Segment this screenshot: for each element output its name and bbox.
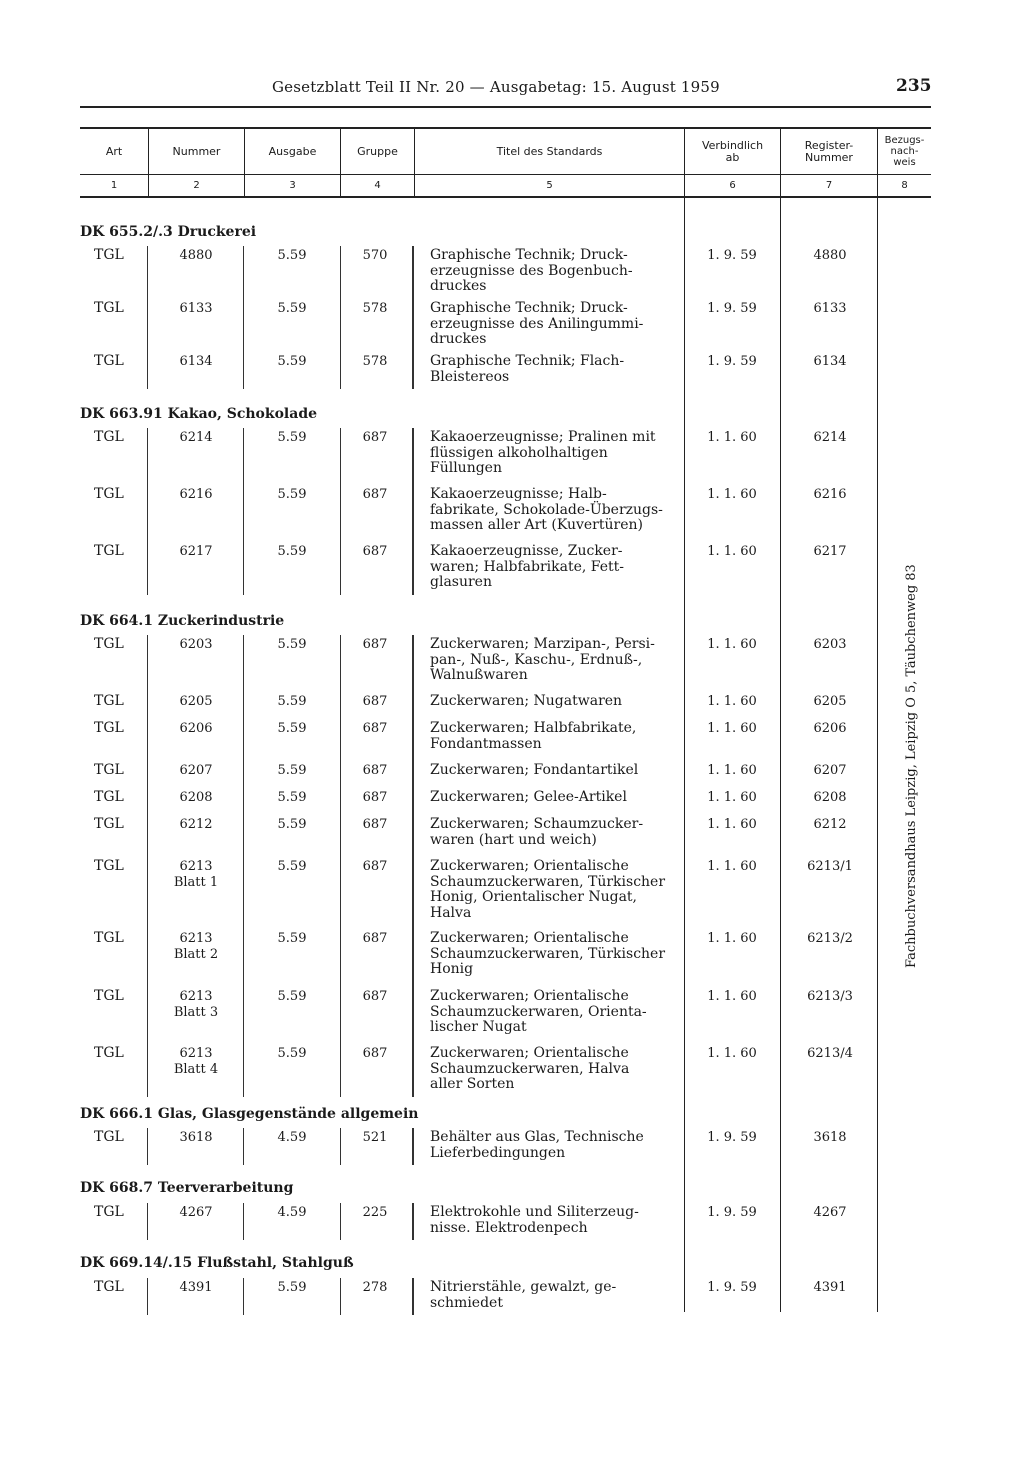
row-ausgabe: 5.59	[277, 430, 307, 445]
column-separator-stroke	[243, 246, 244, 389]
row-nummer: 6133	[179, 301, 213, 316]
row-gruppe: 578	[362, 301, 388, 316]
header-rule	[80, 106, 931, 108]
column-number: 7	[825, 180, 833, 191]
row-verbindlich: 1. 1. 60	[707, 721, 757, 736]
column-separator-stroke	[412, 246, 414, 389]
row-nummer: 6205	[179, 694, 213, 709]
row-gruppe: 687	[362, 487, 388, 502]
row-titel: Zuckerwaren; Gelee-Artikel	[430, 789, 627, 805]
row-art: TGL	[94, 429, 124, 445]
row-gruppe: 687	[362, 989, 388, 1004]
row-titel: Behälter aus Glas, Technische Lieferbedingungen	[430, 1129, 644, 1161]
column-number: 1	[110, 180, 118, 191]
table-header-bottom-rule	[80, 196, 931, 198]
column-separator-stroke	[412, 1278, 414, 1315]
row-ausgabe: 5.59	[277, 721, 307, 736]
row-register: 6206	[813, 721, 847, 736]
row-register: 6134	[813, 354, 847, 369]
row-nummer: 6213 Blatt 1	[173, 859, 219, 890]
row-ausgabe: 5.59	[277, 763, 307, 778]
row-nummer: 4391	[179, 1280, 213, 1295]
row-art: TGL	[94, 636, 124, 652]
row-gruppe: 225	[362, 1205, 388, 1220]
row-art: TGL	[94, 247, 124, 263]
row-verbindlich: 1. 9. 59	[707, 1280, 757, 1295]
row-ausgabe: 5.59	[277, 931, 307, 946]
row-register: 6213/3	[807, 989, 853, 1004]
row-gruppe: 687	[362, 817, 388, 832]
row-verbindlich: 1. 1. 60	[707, 694, 757, 709]
row-titel: Zuckerwaren; Nugatwaren	[430, 693, 623, 709]
row-titel: Zuckerwaren; Fondantartikel	[430, 762, 639, 778]
row-gruppe: 687	[362, 694, 388, 709]
row-art: TGL	[94, 693, 124, 709]
column-header: Ausgabe	[268, 144, 317, 158]
column-separator-stroke	[340, 1128, 341, 1165]
row-gruppe: 687	[362, 430, 388, 445]
row-register: 6217	[813, 544, 847, 559]
row-gruppe: 687	[362, 859, 388, 874]
row-verbindlich: 1. 1. 60	[707, 544, 757, 559]
page-header-title: Gesetzblatt Teil II Nr. 20 — Ausgabetag: 15. August 1959	[272, 78, 720, 96]
row-verbindlich: 1. 9. 59	[707, 248, 757, 263]
column-separator-stroke	[412, 1128, 414, 1165]
row-verbindlich: 1. 1. 60	[707, 430, 757, 445]
column-separator-stroke	[243, 1203, 244, 1240]
row-titel: Elektrokohle und Siliterzeug- nisse. Elektrodenpech	[430, 1204, 639, 1236]
column-separator-stroke	[340, 1203, 341, 1240]
row-gruppe: 687	[362, 790, 388, 805]
row-verbindlich: 1. 9. 59	[707, 301, 757, 316]
page-number: 235	[896, 76, 932, 96]
row-ausgabe: 5.59	[277, 1280, 307, 1295]
row-titel: Zuckerwaren; Orientalische Schaumzuckerwaren, Orienta- lischer Nugat	[430, 988, 647, 1035]
row-nummer: 3618	[179, 1130, 213, 1145]
section-heading: DK 664.1 Zuckerindustrie	[80, 613, 285, 629]
section-heading: DK 669.14/.15 Flußstahl, Stahlguß	[80, 1255, 354, 1271]
row-ausgabe: 5.59	[277, 1046, 307, 1061]
row-ausgabe: 5.59	[277, 859, 307, 874]
column-separator-stroke	[147, 635, 148, 1097]
row-gruppe: 687	[362, 637, 388, 652]
column-header: Nummer	[172, 144, 221, 158]
row-nummer: 6213 Blatt 3	[173, 989, 219, 1020]
column-separator-stroke	[412, 635, 414, 1097]
column-number: 8	[901, 180, 908, 191]
row-verbindlich: 1. 1. 60	[707, 790, 757, 805]
row-gruppe: 278	[362, 1280, 388, 1295]
row-titel: Zuckerwaren; Orientalische Schaumzuckerwaren, Türkischer Honig	[430, 930, 666, 977]
row-register: 6207	[813, 763, 847, 778]
row-nummer: 6212	[179, 817, 213, 832]
row-ausgabe: 5.59	[277, 354, 307, 369]
row-ausgabe: 5.59	[277, 248, 307, 263]
row-nummer: 6134	[179, 354, 213, 369]
row-verbindlich: 1. 9. 59	[707, 354, 757, 369]
row-gruppe: 687	[362, 763, 388, 778]
row-gruppe: 687	[362, 931, 388, 946]
row-art: TGL	[94, 300, 124, 316]
table-header-mid-rule	[80, 174, 931, 175]
section-heading: DK 668.7 Teerverarbeitung	[80, 1180, 294, 1196]
column-separator-stroke	[340, 635, 341, 1097]
column-separator-stroke	[243, 1278, 244, 1315]
column-separator-stroke	[340, 428, 341, 595]
row-titel: Kakaoerzeugnisse; Halb- fabrikate, Schokolade-Überzugs- massen aller Art (Kuvertüren)	[430, 486, 663, 533]
column-separator-stroke	[147, 1128, 148, 1165]
row-ausgabe: 5.59	[277, 989, 307, 1004]
row-verbindlich: 1. 1. 60	[707, 763, 757, 778]
row-register: 6205	[813, 694, 847, 709]
column-number: 2	[193, 180, 200, 191]
column-rule-register	[780, 127, 781, 1312]
row-register: 4391	[813, 1280, 847, 1295]
row-nummer: 6206	[179, 721, 213, 736]
row-gruppe: 687	[362, 721, 388, 736]
row-ausgabe: 5.59	[277, 301, 307, 316]
row-nummer: 4880	[179, 248, 213, 263]
section-heading: DK 655.2/.3 Druckerei	[80, 224, 257, 240]
row-ausgabe: 5.59	[277, 487, 307, 502]
row-art: TGL	[94, 988, 124, 1004]
row-ausgabe: 5.59	[277, 637, 307, 652]
column-number: 4	[374, 180, 381, 191]
row-register: 6213/1	[807, 859, 853, 874]
row-art: TGL	[94, 543, 124, 559]
row-register: 4880	[813, 248, 847, 263]
row-titel: Graphische Technik; Druck- erzeugnisse des Bogenbuch- druckes	[430, 247, 633, 294]
row-gruppe: 687	[362, 1046, 388, 1061]
row-art: TGL	[94, 858, 124, 874]
row-register: 6213/4	[807, 1046, 853, 1061]
row-verbindlich: 1. 1. 60	[707, 817, 757, 832]
row-art: TGL	[94, 1045, 124, 1061]
row-register: 3618	[813, 1130, 847, 1145]
row-register: 6208	[813, 790, 847, 805]
column-separator-stroke	[412, 428, 414, 595]
row-nummer: 6213 Blatt 4	[173, 1046, 219, 1077]
row-verbindlich: 1. 1. 60	[707, 931, 757, 946]
row-ausgabe: 5.59	[277, 817, 307, 832]
row-titel: Zuckerwaren; Marzipan-, Persi- pan-, Nuß-, Kaschu-, Erdnuß-, Walnußwaren	[430, 636, 655, 683]
row-ausgabe: 5.59	[277, 544, 307, 559]
row-gruppe: 521	[362, 1130, 388, 1145]
row-register: 4267	[813, 1205, 847, 1220]
column-separator-stroke	[243, 635, 244, 1097]
row-gruppe: 687	[362, 544, 388, 559]
column-rule-verbindlich	[684, 127, 685, 1312]
column-separator-stroke	[412, 1203, 414, 1240]
row-verbindlich: 1. 1. 60	[707, 487, 757, 502]
row-register: 6133	[813, 301, 847, 316]
row-nummer: 6203	[179, 637, 213, 652]
column-header: Titel des Standards	[496, 144, 603, 158]
row-verbindlich: 1. 1. 60	[707, 859, 757, 874]
row-titel: Zuckerwaren; Halbfabrikate, Fondantmassen	[430, 720, 637, 752]
column-header: Bezugs- nach- weis	[884, 135, 925, 168]
row-titel: Kakaoerzeugnisse, Zucker- waren; Halbfabrikate, Fett- glasuren	[430, 543, 625, 590]
row-art: TGL	[94, 1279, 124, 1295]
row-register: 6203	[813, 637, 847, 652]
column-separator-stroke	[243, 428, 244, 595]
row-titel: Kakaoerzeugnisse; Pralinen mit flüssigen alkoholhaltigen Füllungen	[430, 429, 656, 476]
row-register: 6214	[813, 430, 847, 445]
column-header: Verbindlich ab	[701, 138, 764, 164]
row-art: TGL	[94, 353, 124, 369]
row-verbindlich: 1. 9. 59	[707, 1205, 757, 1220]
row-nummer: 6207	[179, 763, 213, 778]
row-art: TGL	[94, 1129, 124, 1145]
row-titel: Zuckerwaren; Schaumzucker- waren (hart und weich)	[430, 816, 644, 848]
section-heading: DK 666.1 Glas, Glasgegenstände allgemein	[80, 1106, 419, 1122]
row-titel: Graphische Technik; Flach- Bleistereos	[430, 353, 625, 385]
row-ausgabe: 4.59	[277, 1205, 307, 1220]
row-nummer: 6216	[179, 487, 213, 502]
row-verbindlich: 1. 1. 60	[707, 989, 757, 1004]
row-art: TGL	[94, 1204, 124, 1220]
row-titel: Graphische Technik; Druck- erzeugnisse des Anilingummi- druckes	[430, 300, 644, 347]
row-art: TGL	[94, 789, 124, 805]
column-header: Art	[105, 144, 123, 158]
row-verbindlich: 1. 1. 60	[707, 1046, 757, 1061]
row-register: 6212	[813, 817, 847, 832]
column-separator-stroke	[243, 1128, 244, 1165]
row-register: 6216	[813, 487, 847, 502]
row-nummer: 6214	[179, 430, 213, 445]
column-separator-stroke	[147, 246, 148, 389]
column-separator-stroke	[147, 1203, 148, 1240]
column-number: 5	[546, 180, 553, 191]
row-register: 6213/2	[807, 931, 853, 946]
column-number: 6	[729, 180, 736, 191]
row-titel: Zuckerwaren; Orientalische Schaumzuckerwaren, Halva aller Sorten	[430, 1045, 630, 1092]
section-heading: DK 663.91 Kakao, Schokolade	[80, 406, 318, 422]
bezugsnachweis-vertical-note: Fachbuchversandhaus Leipzig, Leipzig O 5, Täubchenweg 83	[904, 564, 919, 968]
row-nummer: 6208	[179, 790, 213, 805]
row-art: TGL	[94, 762, 124, 778]
row-gruppe: 570	[362, 248, 388, 263]
row-ausgabe: 5.59	[277, 790, 307, 805]
row-titel: Nitrierstähle, gewalzt, ge- schmiedet	[430, 1279, 617, 1311]
row-ausgabe: 5.59	[277, 694, 307, 709]
column-separator-stroke	[340, 246, 341, 389]
row-verbindlich: 1. 9. 59	[707, 1130, 757, 1145]
row-nummer: 4267	[179, 1205, 213, 1220]
row-art: TGL	[94, 720, 124, 736]
column-separator-stroke	[147, 428, 148, 595]
row-nummer: 6217	[179, 544, 213, 559]
row-verbindlich: 1. 1. 60	[707, 637, 757, 652]
row-titel: Zuckerwaren; Orientalische Schaumzuckerwaren, Türkischer Honig, Orientalischer Nugat, Halva	[430, 858, 666, 921]
column-header: Gruppe	[357, 144, 398, 158]
row-nummer: 6213 Blatt 2	[173, 931, 219, 962]
row-art: TGL	[94, 930, 124, 946]
row-ausgabe: 4.59	[277, 1130, 307, 1145]
column-separator-stroke	[340, 1278, 341, 1315]
column-separator-stroke	[147, 1278, 148, 1315]
row-gruppe: 578	[362, 354, 388, 369]
row-art: TGL	[94, 486, 124, 502]
row-art: TGL	[94, 816, 124, 832]
column-number: 3	[289, 180, 296, 191]
column-header: Register- Nummer	[804, 138, 854, 164]
